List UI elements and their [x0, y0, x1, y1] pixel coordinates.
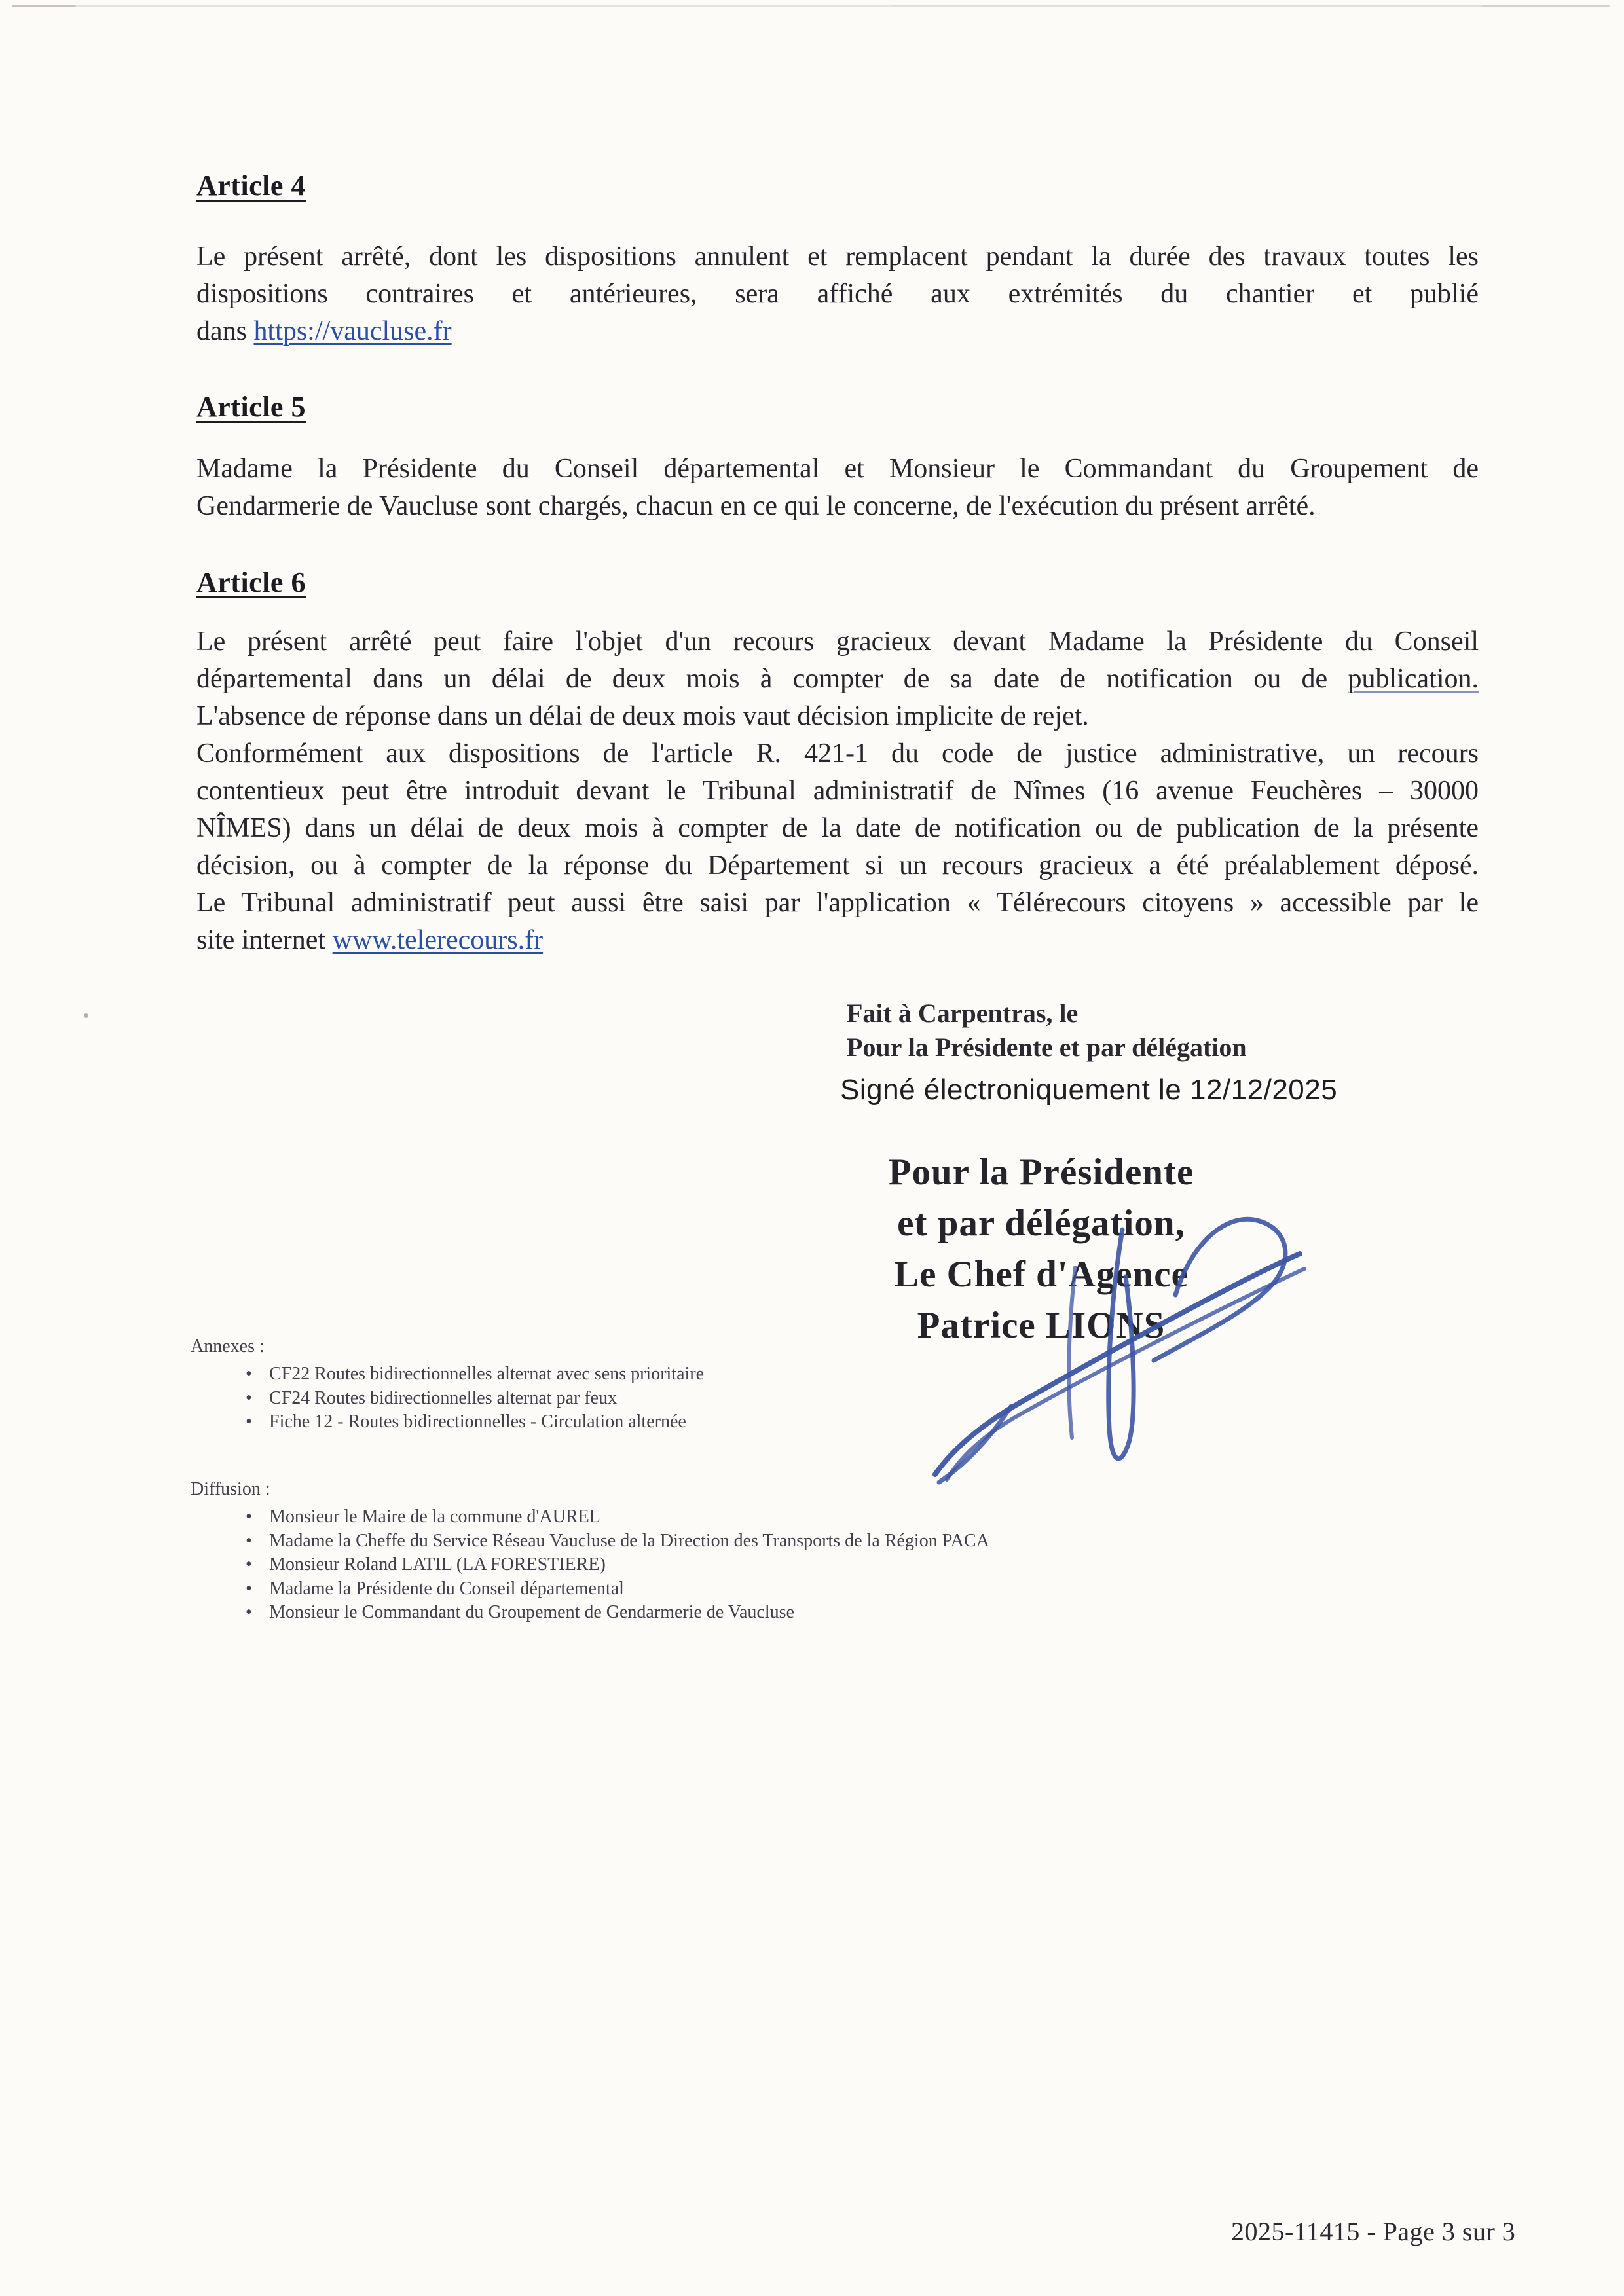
annexes-item-text: CF24 Routes bidirectionnelles alternat par feux — [269, 1387, 618, 1408]
article-4-line-3 — [196, 313, 1479, 350]
diffusion-item — [191, 1553, 1304, 1577]
article-6-line-2-main: départemental dans un délai de deux mois à compter de sa date de notification ou de — [196, 664, 1328, 694]
diffusion-section — [191, 1478, 1304, 1625]
article-6-line-5: contentieux peut être introduit devant le Tribunal administratif de Nîmes (16 avenue Feuchères – 30000 — [196, 776, 1479, 806]
stamp-line-1: Pour la Présidente — [888, 1152, 1194, 1193]
scan-edge-artifact — [12, 5, 1610, 7]
article-6-line-9 — [196, 922, 1479, 959]
article-6-line-1: Le présent arrêté peut faire l'objet d'un recours gracieux devant Madame la Présidente du Conseil — [196, 627, 1479, 657]
bullet-icon: • — [246, 1364, 252, 1384]
ink-dot-artifact — [84, 1013, 88, 1018]
diffusion-item-text: Madame la Cheffe du Service Réseau Vaucluse de la Direction des Transports de la Région PACA — [269, 1530, 989, 1551]
annexes-item — [191, 1410, 1173, 1434]
bullet-icon: • — [246, 1387, 252, 1408]
article-6-line-6: NÎMES) dans un délai de deux mois à compter de la date de notification ou de publication de la présente — [196, 813, 1479, 843]
article-5-section — [196, 390, 1479, 424]
stamp-line-4: Patrice LIONS — [917, 1305, 1166, 1346]
diffusion-item-text: Madame la Présidente du Conseil départemental — [269, 1578, 624, 1599]
diffusion-item-text: Monsieur le Maire de la commune d'AUREL — [269, 1506, 600, 1527]
annexes-item-text: Fiche 12 - Routes bidirectionnelles - Circulation alternée — [269, 1412, 686, 1432]
article-4-section — [196, 169, 1479, 202]
annexes-section — [191, 1336, 1173, 1434]
article-5-paragraph — [196, 450, 1479, 525]
diffusion-item — [191, 1505, 1304, 1529]
article-6-line-9-prefix: site internet — [196, 925, 326, 955]
bullet-icon: • — [246, 1412, 252, 1432]
annexes-list — [191, 1362, 1173, 1434]
diffusion-item — [191, 1601, 1304, 1625]
article-6-heading: Article 6 — [196, 566, 306, 598]
annexes-item — [191, 1362, 1173, 1387]
article-6-line-4: Conformément aux dispositions de l'article R. 421-1 du code de justice administrative, un recours — [196, 738, 1479, 769]
delegation-line: Pour la Présidente et par délégation — [847, 1032, 1247, 1062]
annexes-item — [191, 1387, 1173, 1411]
annexes-item-text: CF22 Routes bidirectionnelles alternat avec sens prioritaire — [269, 1364, 705, 1384]
article-6-line-2 — [196, 661, 1479, 698]
article-5-line-1: Madame la Présidente du Conseil départemental et Monsieur le Commandant du Groupement de — [196, 454, 1479, 484]
diffusion-item — [191, 1529, 1304, 1554]
article-4-line-2: dispositions contraires et antérieures, sera affiché aux extrémités du chantier et publié — [196, 279, 1479, 309]
article-6-line-7: décision, ou à compter de la réponse du Département si un recours gracieux a été préalablement déposé. — [196, 850, 1479, 881]
article-4-heading: Article 4 — [196, 170, 306, 202]
annexes-label: Annexes : — [191, 1336, 265, 1357]
fait-a-line: Fait à Carpentras, le — [847, 998, 1079, 1028]
bullet-icon: • — [246, 1530, 252, 1551]
article-6-section — [196, 566, 1479, 599]
page-footer: 2025-11415 - Page 3 sur 3 — [1231, 2217, 1516, 2246]
bullet-icon: • — [246, 1602, 252, 1622]
article-4-line-3-prefix: dans — [196, 316, 247, 346]
electronic-signature-line: Signé électroniquement le 12/12/2025 — [840, 1074, 1338, 1106]
diffusion-list — [191, 1505, 1304, 1625]
article-5-line-2: Gendarmerie de Vaucluse sont chargés, chacun en ce qui le concerne, de l'exécution du présent arrêté. — [196, 491, 1316, 521]
diffusion-label: Diffusion : — [191, 1479, 270, 1499]
article-4-paragraph — [196, 238, 1479, 350]
bullet-icon: • — [246, 1506, 252, 1527]
bullet-icon: • — [246, 1578, 252, 1599]
vaucluse-link[interactable]: https://vaucluse.fr — [253, 316, 452, 346]
bullet-icon: • — [246, 1554, 252, 1575]
article-4-line-1: Le présent arrêté, dont les dispositions annulent et remplacent pendant la durée des travaux toutes les — [196, 242, 1479, 272]
stamp-line-2: et par délégation, — [897, 1203, 1185, 1244]
diffusion-item-text: Monsieur Roland LATIL (LA FORESTIERE) — [269, 1554, 606, 1575]
closing-block — [847, 996, 1247, 1065]
article-6-line-2-tail: publication. — [1348, 664, 1479, 694]
article-6-line-8: Le Tribunal administratif peut aussi être saisi par l'application « Télérecours citoyens » accessible par le — [196, 888, 1479, 918]
article-6-line-3: L'absence de réponse dans un délai de deux mois vaut décision implicite de rejet. — [196, 701, 1089, 731]
telerecours-link[interactable]: www.telerecours.fr — [332, 925, 544, 955]
article-6-paragraph — [196, 623, 1479, 959]
article-5-heading: Article 5 — [196, 391, 306, 423]
stamp-line-3: Le Chef d'Agence — [894, 1254, 1189, 1295]
diffusion-item-text: Monsieur le Commandant du Groupement de Gendarmerie de Vaucluse — [269, 1602, 794, 1622]
diffusion-item — [191, 1577, 1304, 1601]
